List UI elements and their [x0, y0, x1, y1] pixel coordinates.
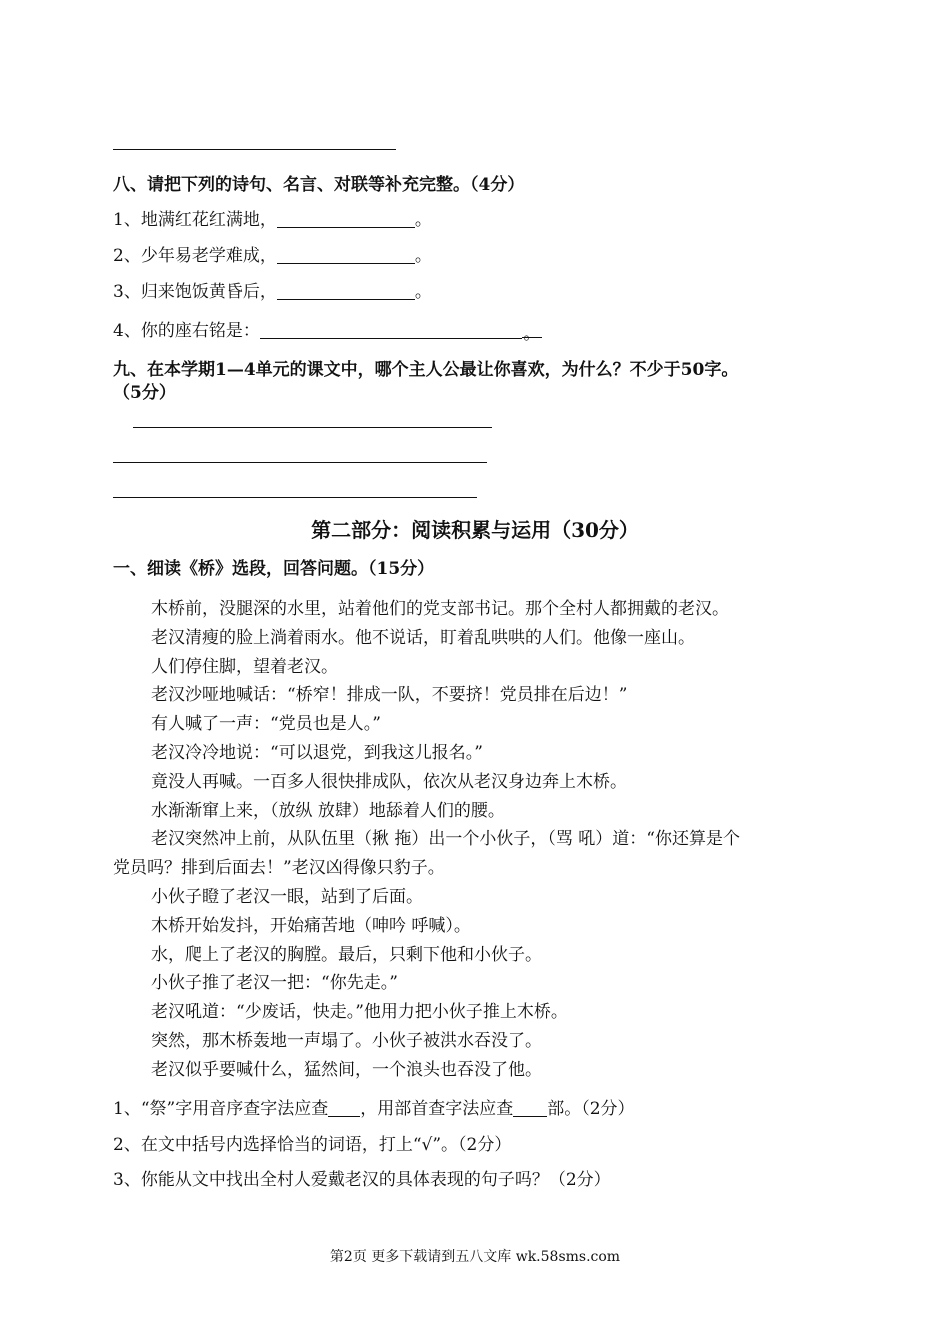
answer-line-top: [113, 149, 396, 150]
item-suffix: 。: [414, 210, 432, 230]
section8-item-4: [113, 316, 542, 344]
answer-line-2[interactable]: [113, 462, 487, 463]
fill-blank[interactable]: [260, 320, 522, 339]
fill-blank[interactable]: [328, 1098, 360, 1117]
item-suffix: 。: [414, 282, 432, 302]
passage-line: 木桥开始发抖，开始痛苦地（呻吟 呼喊）。: [151, 916, 471, 936]
item-prefix: 4、你的座右铭是：: [113, 321, 260, 341]
section8-item-3: [113, 277, 432, 302]
item-prefix: 2、少年易老学难成，: [113, 246, 277, 266]
passage-line: 竟没人再喊。一百多人很快排成队，依次从老汉身边奔上木桥。: [151, 772, 627, 792]
item-prefix: 1、地满红花红满地，: [113, 210, 277, 230]
passage-line: 有人喊了一声：“党员也是人。”: [151, 714, 381, 734]
passage-line: 水渐渐窜上来，（放纵 放肆）地舔着人们的腰。: [151, 801, 505, 821]
passage-line: 老汉突然冲上前，从队伍里（揪 拖）出一个小伙子，（骂 吼）道：“你还算是个: [151, 829, 740, 849]
passage-line: 老汉似乎要喊什么，猛然间，一个浪头也吞没了他。: [151, 1060, 542, 1080]
question-1-part-a: 1、“祭”字用音序查字法应查: [113, 1099, 329, 1119]
passage-line: 老汉沙哑地喊话：“桥窄！排成一队，不要挤！党员排在后边！”: [151, 685, 628, 705]
fill-blank[interactable]: [513, 1098, 547, 1117]
passage-line: 老汉清瘦的脸上淌着雨水。他不说话，盯着乱哄哄的人们。他像一座山。: [151, 628, 695, 648]
item-suffix: 。: [414, 246, 432, 266]
question-3: 3、你能从文中找出全村人爱戴老汉的具体表现的句子吗？（2分）: [113, 1170, 611, 1190]
passage-line: 小伙子推了老汉一把：“你先走。”: [151, 973, 398, 993]
part2-title: 第二部分：阅读积累与运用（30分）: [311, 518, 639, 542]
part2-q1-heading: 一、细读《桥》选段，回答问题。（15分）: [113, 559, 435, 579]
section9-heading: 九、在本学期1—4单元的课文中，哪个主人公最让你喜欢，为什么？不少于50字。: [113, 360, 739, 380]
answer-line-1[interactable]: [133, 427, 492, 428]
question-1-part-b: ，用部首查字法应查: [360, 1099, 514, 1119]
item-suffix: 。: [522, 319, 542, 338]
passage-line: 水，爬上了老汉的胸膛。最后，只剩下他和小伙子。: [151, 945, 542, 965]
section9-heading-cont: （5分）: [113, 383, 176, 403]
passage-line: 老汉冷冷地说：“可以退党，到我这儿报名。”: [151, 743, 483, 763]
section8-heading: 八、请把下列的诗句、名言、对联等补充完整。（4分）: [113, 175, 525, 195]
fill-blank[interactable]: [277, 245, 415, 264]
fill-blank[interactable]: [277, 209, 415, 228]
question-1: [113, 1094, 635, 1119]
item-prefix: 3、归来饱饭黄昏后，: [113, 282, 277, 302]
fill-blank[interactable]: [277, 281, 415, 300]
answer-line-3[interactable]: [113, 497, 477, 498]
question-2: 2、在文中括号内选择恰当的词语，打上“√”。（2分）: [113, 1135, 512, 1155]
passage-line: 小伙子瞪了老汉一眼，站到了后面。: [151, 887, 423, 907]
passage-line: 党员吗？排到后面去！”老汉凶得像只豹子。: [113, 858, 445, 878]
question-1-part-c: 部。（2分）: [547, 1099, 635, 1119]
section8-item-2: [113, 241, 432, 266]
passage-line: 老汉吼道：“少废话，快走。”他用力把小伙子推上木桥。: [151, 1002, 568, 1022]
passage-line: 突然，那木桥轰地一声塌了。小伙子被洪水吞没了。: [151, 1031, 542, 1051]
section8-item-1: [113, 205, 432, 230]
passage-line: 人们停住脚，望着老汉。: [151, 657, 338, 677]
passage-line: 木桥前，没腿深的水里，站着他们的党支部书记。那个全村人都拥戴的老汉。: [151, 599, 729, 619]
page-footer: 第2页 更多下载请到五八文库 wk.58sms.com: [329, 1249, 621, 1265]
